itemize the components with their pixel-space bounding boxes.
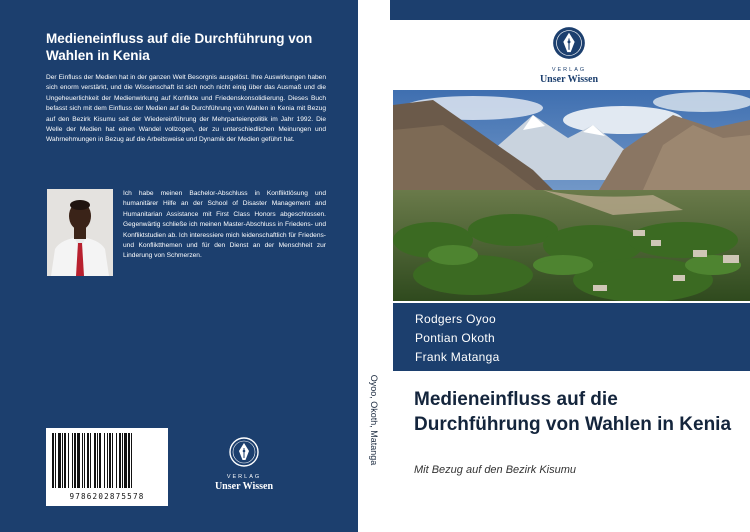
barcode-bar <box>52 433 54 488</box>
logo-name-text: Unser Wissen <box>214 481 274 492</box>
barcode-bar <box>112 433 113 488</box>
barcode-bar <box>104 433 105 488</box>
back-cover-title: Medieneinfluss auf die Durchführung von Wahlen in Kenia <box>46 31 313 63</box>
barcode-bar <box>55 433 56 488</box>
barcode-bar <box>82 433 83 488</box>
barcode-bar <box>119 433 121 488</box>
barcode-bar <box>87 433 89 488</box>
pen-nib-emblem-icon <box>229 437 259 467</box>
logo-verlag-text: VERLAG <box>226 474 262 480</box>
author-photo <box>47 189 113 276</box>
barcode-bar <box>90 433 91 488</box>
barcode-bar <box>74 433 76 488</box>
barcode-bar <box>107 433 108 488</box>
back-publisher-logo <box>212 437 276 492</box>
pen-nib-emblem-icon <box>552 26 586 60</box>
barcode-digits: 9786202875578 <box>69 492 145 501</box>
back-cover-blurb: Der Einfluss der Medien hat in der ganzen Welt Besorgnis ausgelöst. Ihre Auswirkungen haben sich enorm verstärkt, und die Wissenschaft ist sich noch nicht einig über das Ausmaß und die Ungeheuerlichkeit der Medienwirkung auf Konflikte und Friedenskonsolidierung. Dieses Buch befasst sich mit dem Einfluss der Medien auf die Durchführung von Wahlen in Kenia mit Bezug auf den Bezirk Kisumu seit der Wiedereinführung der Mehrparteienpolitik im Jahr 1992. Die Welle der Medien hat einen Wandel vollzogen, der zu unterschiedlichen Meinungen und Wahrnehmungen in Bezug auf die Arbeitsweise und Dynamik der Medien geführt hat. <box>46 74 326 144</box>
front-top-bar <box>390 0 750 20</box>
barcode-bar <box>99 433 101 488</box>
author-name-2: Pontian Okoth <box>415 331 495 345</box>
spine-authors: Oyoo, Okoth, Matanga <box>369 374 379 466</box>
barcode-bar <box>97 433 98 488</box>
barcode-bar <box>124 433 127 488</box>
barcode-bar <box>72 433 73 488</box>
author-name-3: Frank Matanga <box>415 350 500 364</box>
barcode-bar <box>58 433 61 488</box>
front-cover-subtitle: Mit Bezug auf den Bezirk Kisumu <box>414 464 577 476</box>
front-cover <box>390 0 750 532</box>
barcode-bar <box>62 433 63 488</box>
barcode-bar <box>131 433 132 488</box>
back-cover <box>0 0 358 532</box>
barcode-bar <box>68 433 69 488</box>
barcode-bar <box>94 433 96 488</box>
book-spine <box>358 0 390 532</box>
logo-verlag-text: VERLAG <box>551 67 587 73</box>
front-cover-title: Medieneinfluss auf die Durchführung von Wahlen in Kenia <box>414 389 732 435</box>
barcode-bar <box>122 433 123 488</box>
logo-name-text: Unser Wissen <box>539 74 599 85</box>
front-publisher-logo <box>526 26 612 85</box>
author-bio: Ich habe meinen Bachelor-Abschluss in Konfliktlösung und humanitärer Hilfe an der School of Disaster Management and Humanitarian Assistance mit First Class Honors abgeschlossen. Gegenwärtig schließe ich meinen Master-Abschluss in Friedens- und Konfliktstudien ab. Ich interessiere mich leidenschaftlich für Friedens- und Konfliktthemen und für den Dienst an der Menschheit zur Linderung von Schmerzen. <box>123 190 326 260</box>
authors-band <box>393 303 750 371</box>
barcode-bar <box>109 433 111 488</box>
barcode-bar <box>84 433 85 488</box>
barcode-bar <box>64 433 66 488</box>
author-name-1: Rodgers Oyoo <box>415 312 496 326</box>
isbn-barcode <box>46 428 168 506</box>
barcode-bar <box>77 433 80 488</box>
barcode-bars <box>52 433 162 488</box>
cover-landscape-photo <box>393 90 750 301</box>
barcode-bar <box>116 433 117 488</box>
barcode-bar <box>128 433 130 488</box>
